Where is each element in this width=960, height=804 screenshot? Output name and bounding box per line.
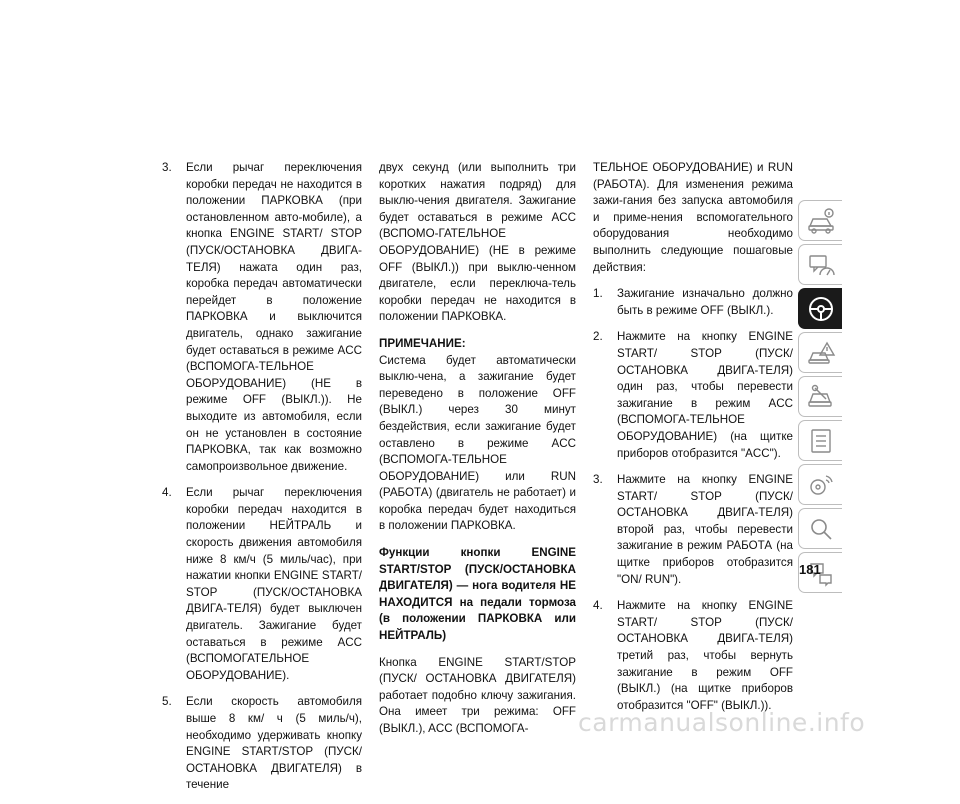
column-3 <box>593 160 793 724</box>
list-number: 3. <box>593 473 603 487</box>
dashboard-message-icon <box>806 250 836 280</box>
column-1 <box>162 160 362 804</box>
list-number: 2. <box>593 330 603 344</box>
tab-warning-car[interactable] <box>798 332 842 373</box>
list-number: 1. <box>593 287 603 301</box>
list-text: Нажмите на кнопку ENGINE START/ STOP (ПУСК/ОСТАНОВКА ДВИГА-ТЕЛЯ) третий раз, чтобы вернуть зажигание в режим OFF (ВЫКЛ.) (на щитке приборов отобразится "OFF" (ВЫКЛ.)). <box>617 599 793 712</box>
list-text: Нажмите на кнопку ENGINE START/ STOP (ПУСК/ОСТАНОВКА ДВИГА-ТЕЛЯ) один раз, чтобы перевести зажигание в режим ACC (ВСПОМОГА-ТЕЛЬНОЕ ОБОРУДОВАНИЕ) (на щитке приборов отобразится "ACC"). <box>617 330 793 460</box>
page-number: 181 <box>799 562 821 577</box>
list-item <box>162 160 362 475</box>
tab-search[interactable] <box>798 508 842 549</box>
tab-car-service[interactable] <box>798 376 842 417</box>
list-number: 5. <box>162 695 172 709</box>
column-2 <box>379 160 576 748</box>
continuation-text: двух секунд (или выполнить три коротких нажатия подряд) для выклю-чения двигателя. Зажигание будет оставаться в режиме ACC (ВСПОМО-ГАТЕЛЬНОЕ ОБОРУДОВАНИЕ) (НЕ в режиме OFF (ВЫКЛ.)) при выклю-ченном двигателе, если переключа-тель коробки передач не находится в положении ПАРКОВКА. <box>379 161 576 324</box>
list-item <box>162 485 362 684</box>
list-item <box>162 694 362 794</box>
checklist-icon <box>806 426 836 456</box>
car-info-icon <box>806 206 836 236</box>
multimedia-icon <box>806 470 836 500</box>
car-service-icon <box>806 382 836 412</box>
tab-multimedia[interactable] <box>798 464 842 505</box>
section-paragraph: Кнопка ENGINE START/STOP (ПУСК/ ОСТАНОВКА ДВИГАТЕЛЯ) работает подобно ключу зажигания. Она имеет три режима: OFF (ВЫКЛ.), ACC (ВСПОМОГА- <box>379 655 576 735</box>
list-text: Если рычаг переключения коробки передач не находится в положении ПАРКОВКА (при остановленном авто-мобиле), а кнопка ENGINE START/ STOP (ПУСК/ОСТАНОВКА ДВИГА-ТЕЛЯ) нажата один раз, коробка передач автоматически перейдет в положение ПАРКОВКА и выключится двигатель, однако зажигание будет оставаться в режиме ACC (ВСПОМОГА-ТЕЛЬНОЕ ОБОРУДОВАНИЕ) (НЕ в режиме OFF (ВЫКЛ.)). Не выходите из автомобиля, если он не установлен в состояние ПАРКОВКА, так как возможно самопроизвольное движение. <box>186 161 362 473</box>
steering-wheel-icon <box>806 294 836 324</box>
list-item <box>593 286 793 319</box>
list-text: Если скорость автомобиля выше 8 км/ ч (5 миль/ч), необходимо удерживать кнопку ENGINE START/STOP (ПУСК/ ОСТАНОВКА ДВИГАТЕЛЯ) в течение <box>186 695 362 792</box>
note-title: ПРИМЕЧАНИЕ: <box>379 336 466 350</box>
tab-dashboard-message[interactable] <box>798 244 842 285</box>
section-heading: Функции кнопки ENGINE START/STOP (ПУСК/ОСТАНОВКА ДВИГАТЕЛЯ) — нога водителя НЕ НАХОДИТСЯ на педали тормоза (в положении ПАРКОВКА или НЕЙТРАЛЬ) <box>379 546 576 643</box>
chapter-tabs <box>798 200 842 596</box>
tab-checklist[interactable] <box>798 420 842 461</box>
list-text: Нажмите на кнопку ENGINE START/ STOP (ПУСК/ОСТАНОВКА ДВИГА-ТЕЛЯ) второй раз, чтобы перевести зажигание в режим РАБОТА (на щитке приборов отобразится "ON/ RUN"). <box>617 473 793 586</box>
list-number: 4. <box>593 599 603 613</box>
intro-text: ТЕЛЬНОЕ ОБОРУДОВАНИЕ) и RUN (РАБОТА). Для изменения режима зажи-гания без запуска автомобиля и приме-нения вспомогательного оборудования необходимо выполнить следующие пошаговые действия: <box>593 161 793 274</box>
tab-car-info[interactable] <box>798 200 842 241</box>
search-icon <box>806 514 836 544</box>
list-text: Если рычаг переключения коробки передач находится в положении НЕЙТРАЛЬ и скорость движения автомобиля ниже 8 км/ч (5 миль/час), при нажатии кнопки ENGINE START/ STOP (ПУСК/ОСТАНОВКА ДВИГА-ТЕЛЯ) будет выключен двигатель. Зажигание будет оставаться в режиме ACC (ВСПОМОГАТЕЛЬНОЕ ОБОРУДОВАНИЕ). <box>186 486 362 682</box>
watermark: carmanualsonline.info <box>578 708 866 737</box>
list-text: Зажигание изначально должно быть в режиме OFF (ВЫКЛ.). <box>617 287 793 317</box>
list-number: 4. <box>162 486 172 500</box>
tab-steering-wheel[interactable] <box>798 288 842 329</box>
warning-car-icon <box>806 338 836 368</box>
note-text: Система будет автоматически выклю-чена, а зажигание будет переведено в положение OFF (ВЫКЛ.) через 30 минут бездействия, если зажигание будет оставлено в режиме ACC (ВСПОМОГА-ТЕЛЬНОЕ ОБОРУДОВАНИЕ) или RUN (РАБОТА) (двигатель не работает) и коробка передач будет находиться в положении ПАРКОВКА. <box>379 353 576 533</box>
list-item <box>593 472 793 588</box>
list-number: 3. <box>162 161 172 174</box>
list-item <box>593 598 793 714</box>
list-item <box>593 329 793 462</box>
